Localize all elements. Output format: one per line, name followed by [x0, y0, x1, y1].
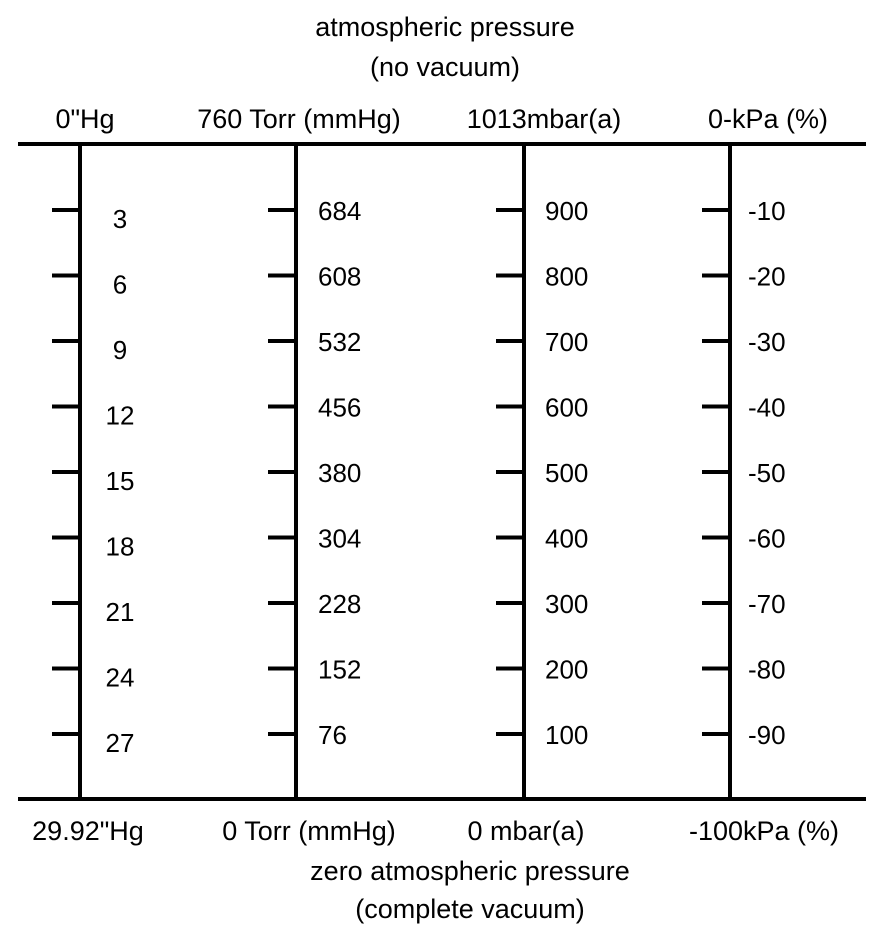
tick-label: 500 — [545, 458, 589, 488]
scale-bottom-label-4: -100kPa (%) — [688, 816, 840, 846]
tick-label: 380 — [318, 458, 362, 488]
tick-label: 800 — [545, 261, 589, 292]
tick-label: 400 — [545, 523, 589, 554]
tick-label: -30 — [748, 327, 786, 357]
tick-label: -60 — [748, 523, 786, 554]
tick-label: 228 — [318, 589, 362, 619]
tick-label: 456 — [318, 392, 362, 423]
tick-label: 21 — [105, 597, 135, 627]
tick-label: -50 — [748, 458, 786, 488]
tick-label: 304 — [318, 523, 362, 554]
tick-label: 15 — [105, 466, 135, 496]
tick-label: -90 — [748, 720, 786, 750]
tick-label: -40 — [748, 392, 786, 423]
scale-top-label-1: 0"Hg — [55, 104, 115, 134]
tick-label: 18 — [105, 531, 135, 562]
scale-top-label-3: 1013mbar(a) — [466, 104, 622, 134]
tick-label: 76 — [318, 720, 347, 750]
top-title-line-1: atmospheric pressure — [315, 12, 575, 42]
tick-label: 152 — [318, 654, 362, 685]
tick-label: 100 — [545, 720, 589, 750]
tick-label: -10 — [748, 196, 786, 226]
tick-label: 900 — [545, 196, 589, 226]
tick-label: 700 — [545, 327, 589, 357]
tick-label: 9 — [112, 335, 128, 365]
scale-bottom-label-3: 0 mbar(a) — [467, 816, 585, 846]
bottom-title-line-1: zero atmospheric pressure — [310, 856, 630, 886]
tick-label: -20 — [748, 261, 786, 292]
tick-label: 608 — [318, 261, 362, 292]
tick-label: 300 — [545, 589, 589, 619]
scale-top-label-2: 760 Torr (mmHg) — [197, 104, 401, 134]
tick-label: 6 — [112, 269, 128, 300]
bottom-title-line-2: (complete vacuum) — [355, 894, 585, 924]
tick-label: 200 — [545, 654, 589, 685]
tick-label: 600 — [545, 392, 589, 423]
top-title-line-2: (no vacuum) — [369, 52, 521, 82]
tick-label: 12 — [105, 400, 135, 431]
scale-bottom-label-1: 29.92"Hg — [32, 816, 144, 846]
scale-bottom-label-2: 0 Torr (mmHg) — [222, 816, 396, 846]
tick-label: -70 — [748, 589, 786, 619]
scale-top-label-4: 0-kPa (%) — [707, 104, 829, 134]
tick-label: -80 — [748, 654, 786, 685]
tick-label: 532 — [318, 327, 362, 357]
tick-label: 27 — [105, 728, 135, 758]
tick-label: 3 — [112, 204, 128, 234]
tick-label: 684 — [318, 196, 362, 226]
tick-label: 24 — [105, 662, 135, 693]
